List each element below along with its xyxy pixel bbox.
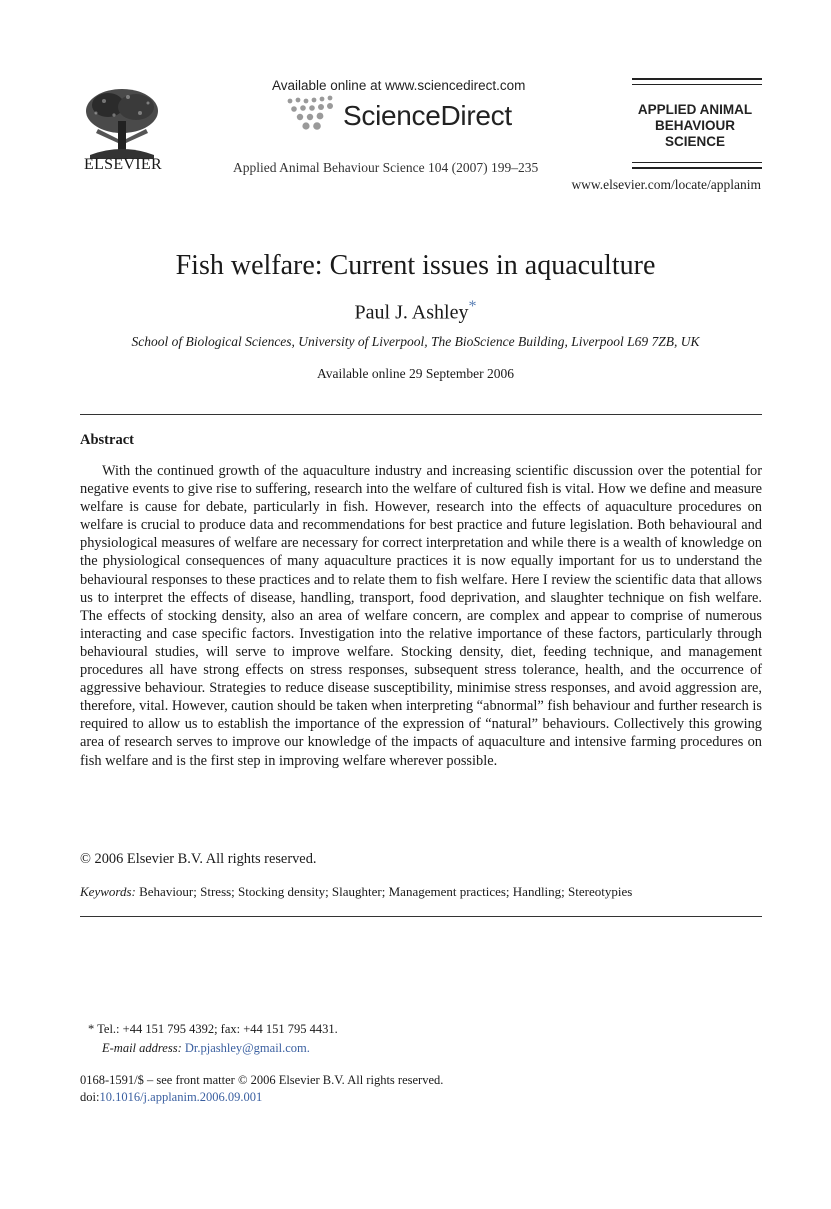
email-label: E-mail address: <box>102 1041 182 1055</box>
author-line <box>0 298 831 325</box>
abstract-heading: Abstract <box>80 432 134 448</box>
section-divider <box>80 414 762 415</box>
footnote-email <box>102 1041 310 1056</box>
keywords <box>80 884 632 900</box>
footnote-contact: * Tel.: +44 151 795 4392; fax: +44 151 795 4431. <box>88 1022 338 1036</box>
article-title: Fish welfare: Current issues in aquaculture <box>175 250 656 281</box>
journal-box-rule <box>632 78 762 80</box>
available-online-text[interactable]: Available online at www.sciencedirect.com <box>272 78 526 93</box>
abstract-body: With the continued growth of the aquaculture industry and increasing scientific discussion over the potential for negative events to give rise to suffering, research into the welfare of cultured fish is vital. How we define and measure welfare is cause for debate, particularly in fish. However, research into the effects of aquaculture procedures on welfare is crucial to produce data and recommendations for best practice and future legislation. Both behavioural and physiological measures of welfare are necessary for correct interpretation and while there is a wealth of knowledge on the physiological consequences of many aquaculture practices it is now equally important for us to understand the behavioural responses to these practices and to relate them to fish welfare. Here I review the scientific data that allows us to interpret the effects of disease, handling, transport, food deprivation, and slaughter technique on fish welfare. The effects of stocking density, also an area of welfare concern, are complex and appear to comprise of numerous interacting and case specific factors. Investigation into the relative importance of these factors, particularly through behavioural studies, will serve to improve welfare. Stocking density, diet, feeding technique, and management procedures all have strong effects on stress responses, subsequent stress tolerance, health, and the occurrence of aggressive behaviour. Strategies to reduce disease susceptibility, minimise stress responses, and avoid aggression are, therefore, vital. However, caution should be taken when interpreting “abnormal” fish behaviour and further research is required to allow us to establish the importance of the expression of “natural” behaviours. Collectively this growing area of research serves to improve our knowledge of the impacts of aquaculture and intensive farming procedures on fish welfare and is the first step in improving welfare wherever possible. <box>80 463 762 769</box>
author-footnote-link[interactable]: * <box>468 298 477 315</box>
publisher-name: ELSEVIER <box>84 156 162 173</box>
author-name: Paul J. Ashley <box>354 301 469 324</box>
keywords-label: Keywords: <box>80 884 136 899</box>
doi-link[interactable]: 10.1016/j.applanim.2006.09.001 <box>99 1090 263 1104</box>
issn-line: 0168-1591/$ – see front matter © 2006 Elsevier B.V. All rights reserved. <box>80 1073 444 1087</box>
doi-prefix: doi: <box>80 1090 100 1104</box>
journal-title-line: BEHAVIOUR <box>654 118 735 133</box>
journal-box-rule <box>632 162 762 163</box>
journal-title-line: SCIENCE <box>664 134 725 149</box>
journal-website-link[interactable]: www.elsevier.com/locate/applanim <box>571 177 761 192</box>
sciencedirect-wordmark: ScienceDirect <box>343 100 512 131</box>
keywords-values: Behaviour; Stress; Stocking density; Slaughter; Management practices; Handling; Stereotypies <box>139 884 633 899</box>
email-link[interactable]: Dr.pjashley@gmail.com. <box>184 1041 310 1055</box>
author-affiliation: School of Biological Sciences, University of Liverpool, The BioScience Building, Liverpool L69 7ZB, UK <box>131 334 700 349</box>
doi-line <box>80 1090 262 1105</box>
copyright-notice: © 2006 Elsevier B.V. All rights reserved. <box>80 851 317 867</box>
journal-title <box>620 102 770 150</box>
journal-title-line: APPLIED ANIMAL <box>637 102 753 117</box>
journal-citation: Applied Animal Behaviour Science 104 (2007) 199–235 <box>233 160 539 175</box>
section-divider <box>80 916 762 917</box>
journal-box-rule <box>632 167 762 169</box>
journal-box-rule <box>632 84 762 85</box>
available-online-date: Available online 29 September 2006 <box>317 366 514 381</box>
